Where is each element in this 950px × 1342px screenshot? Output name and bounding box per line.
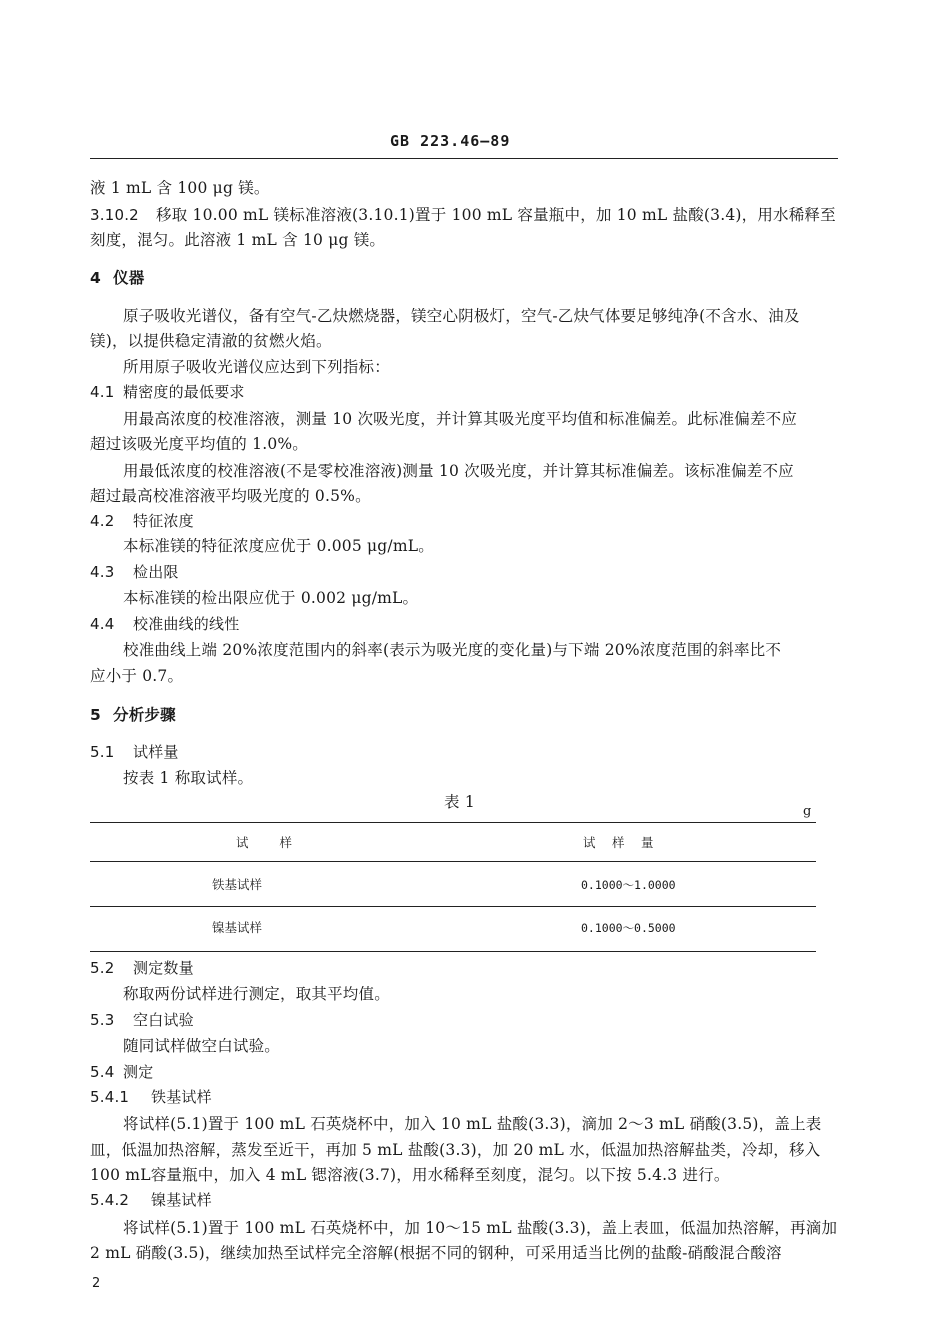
section-4-para1-line2: 镁)，以提供稳定清澈的贫燃火焰。 xyxy=(90,332,332,350)
clause-5-1-text: 按表 1 称取试样。 xyxy=(123,769,254,787)
clause-4-3-text: 本标准镁的检出限应优于 0.002 μg/mL。 xyxy=(123,589,419,607)
clause-4-1-para2-line1: 用最低浓度的校准溶液(不是零校准溶液)测量 10 次吸光度，并计算其标准偏差。该标准偏差不应 xyxy=(123,462,794,480)
standard-number: GB 223.46—89 xyxy=(390,132,511,150)
table-cell-sample: 镍基试样 xyxy=(212,920,263,935)
clause-5-4-2-line2: 2 mL 硝酸(3.5)，继续加热至试样完全溶解(根据不同的钢种，可采用适当比例的盐酸-硝酸混合酸溶 xyxy=(90,1244,782,1262)
clause-5-1-number: 5.1 xyxy=(90,743,115,761)
section-4-number: 4 xyxy=(90,269,101,287)
header-rule xyxy=(90,158,838,159)
clause-4-2-title: 特征浓度 xyxy=(133,512,194,530)
clause-4-3-title: 检出限 xyxy=(133,563,179,581)
clause-5-4-number: 5.4 xyxy=(90,1063,115,1081)
clause-5-4-1-line1: 将试样(5.1)置于 100 mL 石英烧杯中，加入 10 mL 盐酸(3.3)，滴加 2～3 mL 硝酸(3.5)，盖上表 xyxy=(123,1115,822,1133)
section-4-para2: 所用原子吸收光谱仪应达到下列指标： xyxy=(123,358,390,376)
clause-4-1-para2-line2: 超过最高校准溶液平均吸光度的 0.5%。 xyxy=(90,487,371,505)
page-number: 2 xyxy=(92,1276,101,1291)
table-bottom-rule xyxy=(90,951,816,952)
clause-5-3-number: 5.3 xyxy=(90,1011,115,1029)
table-caption: 表 1 xyxy=(444,793,475,811)
section-4-title: 仪器 xyxy=(113,269,145,287)
clause-5-4-1-title: 铁基试样 xyxy=(151,1088,212,1106)
table-header-rule xyxy=(90,861,816,862)
table-cell-amount: 0.1000～1.0000 xyxy=(581,878,676,892)
clause-4-1-para1-line2: 超过该吸光度平均值的 1.0%。 xyxy=(90,435,309,453)
clause-4-4-title: 校准曲线的线性 xyxy=(133,615,240,633)
section-5-number: 5 xyxy=(90,706,101,724)
clause-4-4-line1: 校准曲线上端 20%浓度范围内的斜率(表示为吸光度的变化量)与下端 20%浓度范围的斜率比不 xyxy=(123,641,782,659)
clause-4-1-para1-line1: 用最高浓度的校准溶液，测量 10 次吸光度，并计算其吸光度平均值和标准偏差。此标准偏差不应 xyxy=(123,410,798,428)
clause-5-2-text: 称取两份试样进行测定，取其平均值。 xyxy=(123,985,390,1003)
section-4-para1-line1: 原子吸收光谱仪，备有空气-乙炔燃烧器，镁空心阴极灯，空气-乙炔气体要足够纯净(不含水、油及 xyxy=(123,307,800,325)
table-cell-sample: 铁基试样 xyxy=(212,877,263,892)
clause-4-2-text: 本标准镁的特征浓度应优于 0.005 μg/mL。 xyxy=(123,537,434,555)
clause-4-3-number: 4.3 xyxy=(90,563,115,581)
table-cell-amount: 0.1000～0.5000 xyxy=(581,921,676,935)
clause-4-1-number: 4.1 xyxy=(90,383,115,401)
clause-5-4-2-line1: 将试样(5.1)置于 100 mL 石英烧杯中，加 10～15 mL 盐酸(3.3)，盖上表皿，低温加热溶解，再滴加 xyxy=(123,1219,838,1237)
clause-3-10-2-number: 3.10.2 xyxy=(90,206,139,224)
clause-4-4-number: 4.4 xyxy=(90,615,115,633)
table-row-rule xyxy=(90,906,816,907)
table-unit: g xyxy=(803,804,812,819)
clause-5-4-1-line3: 100 mL容量瓶中，加入 4 mL 锶溶液(3.7)，用水稀释至刻度，混匀。以下按 5.4.3 进行。 xyxy=(90,1166,730,1184)
clause-5-2-title: 测定数量 xyxy=(133,959,194,977)
clause-4-2-number: 4.2 xyxy=(90,512,115,530)
clause-5-1-title: 试样量 xyxy=(133,743,179,761)
clause-3-10-2-line1: 移取 10.00 mL 镁标准溶液(3.10.1)置于 100 mL 容量瓶中，加 10 mL 盐酸(3.4)，用水稀释至 xyxy=(156,206,836,224)
clause-5-3-text: 随同试样做空白试验。 xyxy=(123,1037,281,1055)
clause-5-4-2-number: 5.4.2 xyxy=(90,1191,130,1209)
table-header-sample: 试 样 xyxy=(236,835,295,850)
clause-5-4-1-number: 5.4.1 xyxy=(90,1088,130,1106)
clause-5-2-number: 5.2 xyxy=(90,959,115,977)
clause-5-4-2-title: 镍基试样 xyxy=(151,1191,212,1209)
table-top-rule xyxy=(90,822,816,823)
clause-5-4-title: 测定 xyxy=(123,1063,154,1081)
paragraph-continuation: 液 1 mL 含 100 μg 镁。 xyxy=(90,179,270,197)
clause-3-10-2-line2: 刻度，混匀。此溶液 1 mL 含 10 μg 镁。 xyxy=(90,231,386,249)
table-header-amount: 试 样 量 xyxy=(583,835,656,850)
clause-4-1-title: 精密度的最低要求 xyxy=(123,383,245,401)
clause-4-4-line2: 应小于 0.7。 xyxy=(90,667,184,685)
section-5-title: 分析步骤 xyxy=(113,706,176,724)
clause-5-3-title: 空白试验 xyxy=(133,1011,194,1029)
clause-5-4-1-line2: 皿，低温加热溶解，蒸发至近干，再加 5 mL 盐酸(3.3)，加 20 mL 水，低温加热溶解盐类，冷却，移入 xyxy=(90,1141,821,1159)
